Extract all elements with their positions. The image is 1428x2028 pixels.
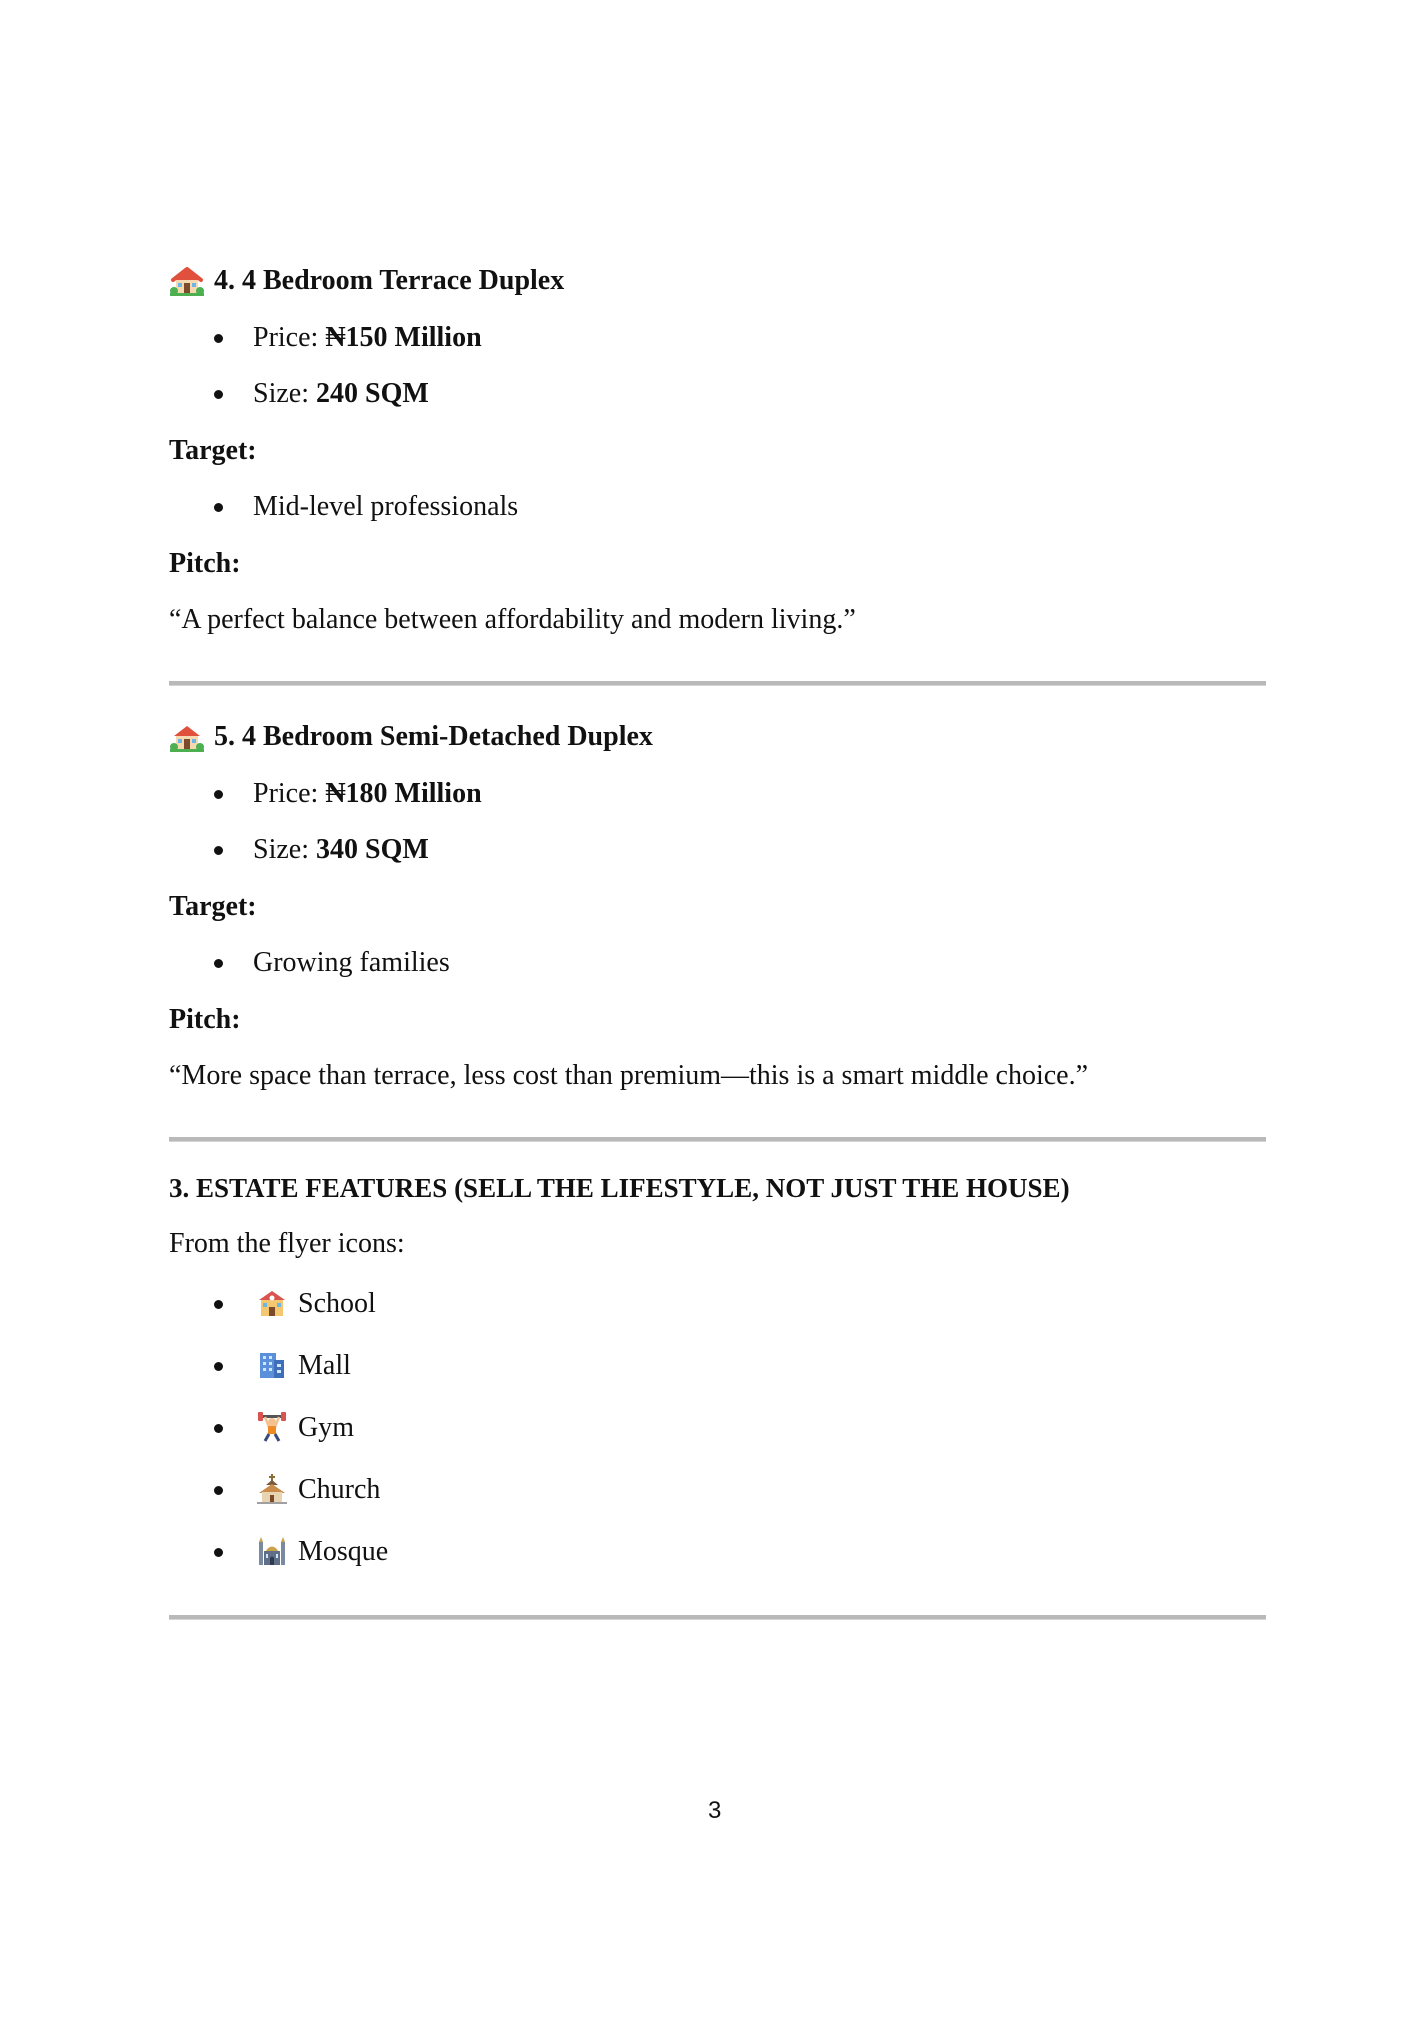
- bullet: [214, 1486, 223, 1495]
- feature-label-mosque: Mosque: [298, 1536, 389, 1567]
- features-intro: From the flyer icons:: [169, 1228, 405, 1259]
- size-label: Size:: [253, 378, 316, 409]
- bullet: [214, 390, 223, 399]
- bullet: [214, 959, 223, 968]
- target-item: Mid-level professionals: [253, 491, 519, 522]
- pitch-label: Pitch:: [169, 548, 241, 579]
- pitch-text: “A perfect balance between affordability and modern living.”: [169, 604, 856, 635]
- price-label: Price:: [253, 778, 326, 809]
- weightlifter-icon: [257, 1412, 287, 1442]
- price-label: Price:: [253, 322, 326, 353]
- bullet: [214, 1362, 223, 1371]
- bullet: [214, 1548, 223, 1557]
- size-line: [253, 832, 429, 868]
- pitch-label: Pitch:: [169, 1004, 241, 1035]
- features-title: 3. ESTATE FEATURES (SELL THE LIFESTYLE, NOT JUST THE HOUSE): [169, 1173, 1070, 1203]
- section-5-title: 5. 4 Bedroom Semi-Detached Duplex: [214, 721, 653, 752]
- section-4-title: 4. 4 Bedroom Terrace Duplex: [214, 265, 565, 296]
- size-line: [253, 376, 429, 412]
- target-item: Growing families: [253, 947, 450, 978]
- price-line: [253, 776, 482, 812]
- pitch-text: “More space than terrace, less cost than premium—this is a smart middle choice.”: [169, 1060, 1089, 1091]
- house-with-garden-icon: [170, 722, 204, 752]
- office-building-icon: [257, 1350, 287, 1380]
- page-number: 3: [708, 1797, 722, 1824]
- feature-label-mall: Mall: [298, 1350, 351, 1381]
- bullet: [214, 503, 223, 512]
- size-value: 340 SQM: [316, 834, 429, 865]
- target-label: Target:: [169, 435, 257, 466]
- feature-label-school: School: [298, 1288, 376, 1319]
- price-value: ₦150 Million: [325, 322, 482, 353]
- house-with-garden-icon: [170, 266, 204, 296]
- bullet: [214, 846, 223, 855]
- bullet: [214, 1424, 223, 1433]
- feature-label-gym: Gym: [298, 1412, 354, 1443]
- horizontal-rule: [169, 1137, 1266, 1142]
- horizontal-rule: [169, 1615, 1266, 1620]
- horizontal-rule: [169, 681, 1266, 686]
- price-value: ₦180 Million: [325, 778, 482, 809]
- mosque-icon: [257, 1536, 287, 1566]
- bullet: [214, 334, 223, 343]
- school-icon: [257, 1288, 287, 1318]
- feature-label-church: Church: [298, 1474, 381, 1505]
- size-value: 240 SQM: [316, 378, 429, 409]
- target-label: Target:: [169, 891, 257, 922]
- church-icon: [257, 1474, 287, 1504]
- bullet: [214, 790, 223, 799]
- bullet: [214, 1300, 223, 1309]
- size-label: Size:: [253, 834, 316, 865]
- price-line: [253, 320, 482, 356]
